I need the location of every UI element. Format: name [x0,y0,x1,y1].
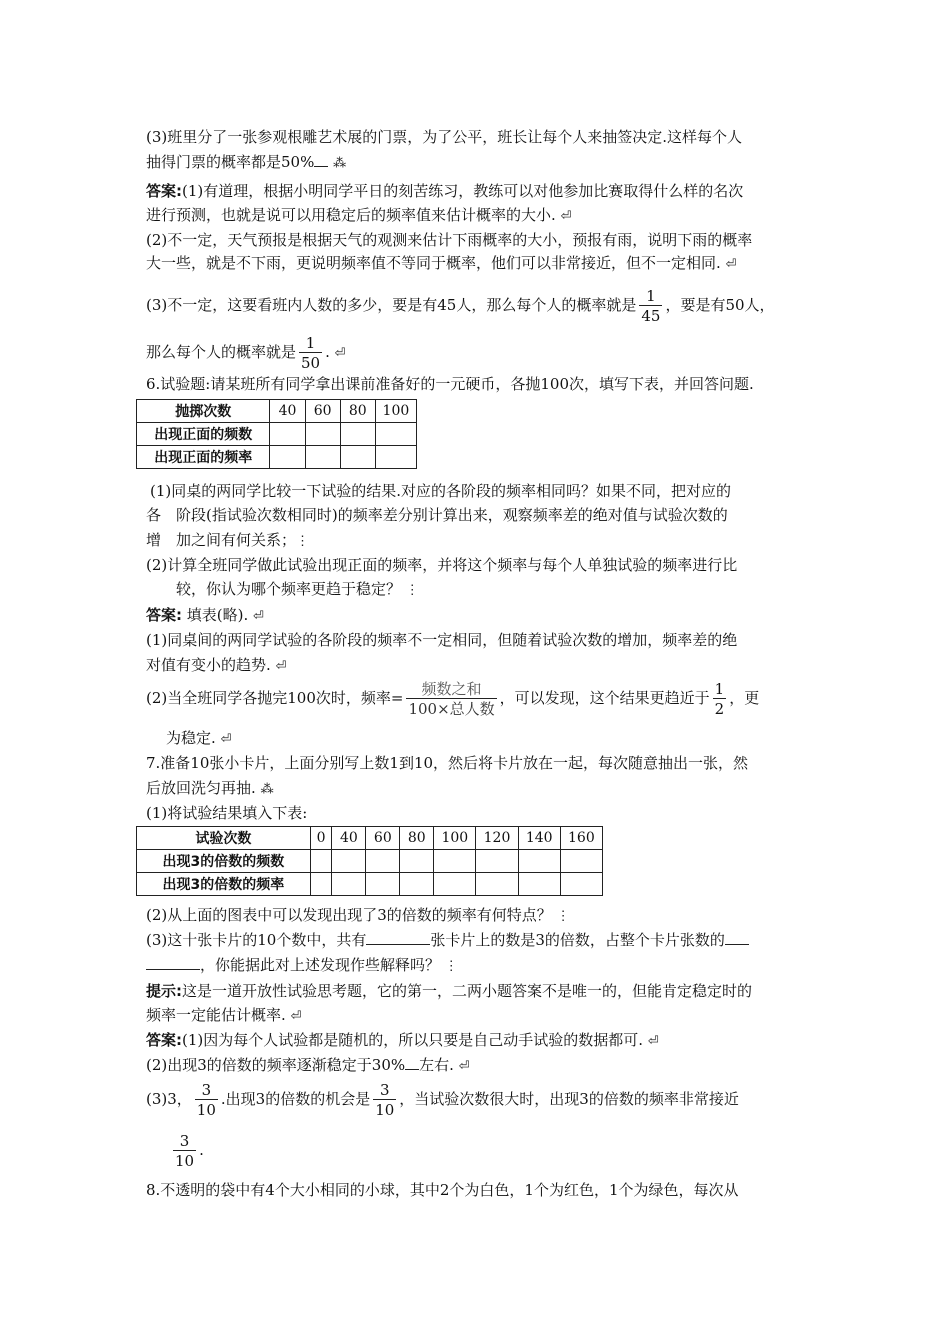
paragraph-mark-icon: ⏎ [647,1034,659,1049]
q7-stem-line2: 后放回洗匀再抽. ⁂ [146,779,274,797]
q7-table-col: 0 [310,827,332,850]
q7-table-col: 160 [560,827,602,850]
paragraph-mark-icon: ⏎ [458,1059,470,1074]
q5-answer-3-line1: (3)不一定，这要看班内人数的多少，要是有45人，那么每个人的概率就是 $\frac{1}{45}$ ，要是有50人， [146,286,775,325]
q7-table-row-freq-count: 出现3的倍数的频数 [137,850,311,873]
q5-answer-2-line2: 大一些，就是不下雨，更说明频率值不等同于概率，他们可以非常接近，但不一定相同. ⏎ [146,254,737,272]
q7-part3-line1: (3)这十张卡片的10个数中，共有 张卡片上的数是3的倍数，占整个卡片张数的 [146,930,749,950]
paragraph-mark-icon: ⏎ [290,1009,302,1024]
q6-part2-line2: 较，你认为哪个频率更趋于稳定？ ⋮ [176,580,419,598]
q6-stem: 6.试验题:请某班所有同学拿出课前准备好的一元硬币，各抛100次，填写下表，并回答问题. [146,375,754,393]
fraction-3-10: $\frac{3}{10}$ [175,1131,195,1170]
q6-part1-line1: (1)同桌的两同学比较一下试验的结果.对应的各阶段的频率相同吗？如果不同，把对应的 [150,482,732,500]
q7-answer-3-line1: (3)3， $\frac{3}{10}$ .出现3的倍数的机会是 $\frac{3}{10}$ ，当试验次数很大时，出现3的倍数的频率非常接近 [146,1080,739,1119]
q7-table-row-freq-rate: 出现3的倍数的频率 [137,873,311,896]
fraction-1-50: $\frac{1}{50}$ [301,333,321,372]
q7-hint-line2: 频率一定能估计概率. ⏎ [146,1006,302,1024]
q7-table-col: 140 [518,827,560,850]
q7-table-header: 试验次数 [137,827,311,850]
fraction-3-10: $\frac{3}{10}$ [375,1080,395,1119]
q7-answer-2: (2)出现3的倍数的频率逐渐稳定于30% 左右. ⏎ [146,1056,470,1074]
fraction-1-45: $\frac{1}{45}$ [641,286,661,325]
q5-answer-2-line1: (2)不一定，天气预报是根据天气的观测来估计下雨概率的大小，预报有雨，说明下雨的概率 [146,231,753,249]
paragraph-mark-icon: ⏎ [725,257,737,272]
paragraph-mark-icon: ⏎ [275,659,287,674]
q6-answer-1-line2: 对值有变小的趋势. ⏎ [146,656,287,674]
q7-table-col: 100 [434,827,476,850]
fraction-frequency-formula: $\frac{\text{频数之和}}{\text{100×总人数}}$ [408,679,495,718]
q5-item3-line2: 抽得门票的概率都是50% ⁂ [146,153,347,171]
q7-table-col: 80 [400,827,434,850]
q6-table-col: 40 [270,400,305,423]
q7-table-col: 60 [366,827,400,850]
paragraph-mark-icon: ⏎ [560,209,572,224]
q7-table [136,826,603,896]
q7-answer-3-line2: $\frac{3}{10}$ . [175,1131,204,1170]
q6-answer-2-line1: (2)当全班同学各抛完100次时，频率= $\frac{\text{频数之和}}{\text{100×总人数}}$ ，可以发现，这个结果更趋近于 $\frac{1}{2}$ ，更 [146,679,760,718]
q6-table-col: 100 [375,400,416,423]
paragraph-mark-icon: ⏎ [220,732,232,747]
q6-answer-2-line2: 为稳定. ⏎ [166,729,232,747]
q6-table-row-freq-count: 出现正面的频数 [137,423,270,446]
q8-stem: 8.不透明的袋中有4个大小相同的小球，其中2个为白色，1个为红色，1个为绿色，每次从 [146,1181,739,1199]
q5-item3-line1: (3)班里分了一张参观根雕艺术展的门票，为了公平，班长让每个人来抽签决定.这样每个人 [146,128,743,146]
fraction-3-10: $\frac{3}{10}$ [196,1080,216,1119]
q7-table-col: 120 [476,827,518,850]
q5-answer-3-line2: 那么每个人的概率就是 $\frac{1}{50}$ . ⏎ [146,333,346,372]
paragraph-mark-icon: ⏎ [334,346,346,361]
q6-part1-line3: 增 加之间有何关系；⋮ [146,531,310,549]
q7-answer-1: 答案:(1)因为每个人试验都是随机的，所以只要是自己动手试验的数据都可. ⏎ [146,1031,659,1049]
edit-mark-icon: ⁂ [333,156,347,171]
q7-table-col: 40 [332,827,366,850]
q7-part1: (1)将试验结果填入下表: [146,804,308,822]
q6-answer-0: 答案: 填表(略). ⏎ [146,606,264,624]
fraction-1-2: $\frac{1}{2}$ [714,679,725,718]
q7-part2: (2)从上面的图表中可以发现出现了3的倍数的频率有何特点？ ⋮ [146,906,570,924]
q6-answer-1-line1: (1)同桌间的两同学试验的各阶段的频率不一定相同，但随着试验次数的增加，频率差的绝 [146,631,738,649]
q6-part1-line2: 各 阶段(指试验次数相同时)的频率差分别计算出来，观察频率差的绝对值与试验次数的 [146,506,728,524]
q6-part2-line1: (2)计算全班同学做此试验出现正面的频率，并将这个频率与每个人单独试验的频率进行比 [146,556,738,574]
paragraph-mark-icon: ⏎ [253,609,264,624]
q5-answer-1-line2: 进行预测，也就是说可以用稳定后的频率值来估计概率的大小. ⏎ [146,206,572,224]
q6-table-col: 60 [305,400,340,423]
q7-stem-line1: 7.准备10张小卡片，上面分别写上数1到10，然后将卡片放在一起，每次随意抽出一张，然 [146,754,749,772]
q6-table-row-freq-rate: 出现正面的频率 [137,446,270,469]
q7-hint-line1: 提示:这是一道开放性试验思考题，它的第一，二两小题答案不是唯一的，但能肯定稳定时的 [146,982,753,1000]
q6-table-header: 抛掷次数 [137,400,270,423]
edit-mark-icon: ⁂ [260,782,274,797]
q6-table [136,399,417,469]
q5-answer-1-line1: 答案:(1)有道理，根据小明同学平日的刻苦练习，教练可以对他参加比赛取得什么样的名次 [146,182,744,200]
q6-table-col: 80 [340,400,375,423]
q7-part3-line2: ，你能据此对上述发现作些解释吗？ ⋮ [146,955,458,977]
